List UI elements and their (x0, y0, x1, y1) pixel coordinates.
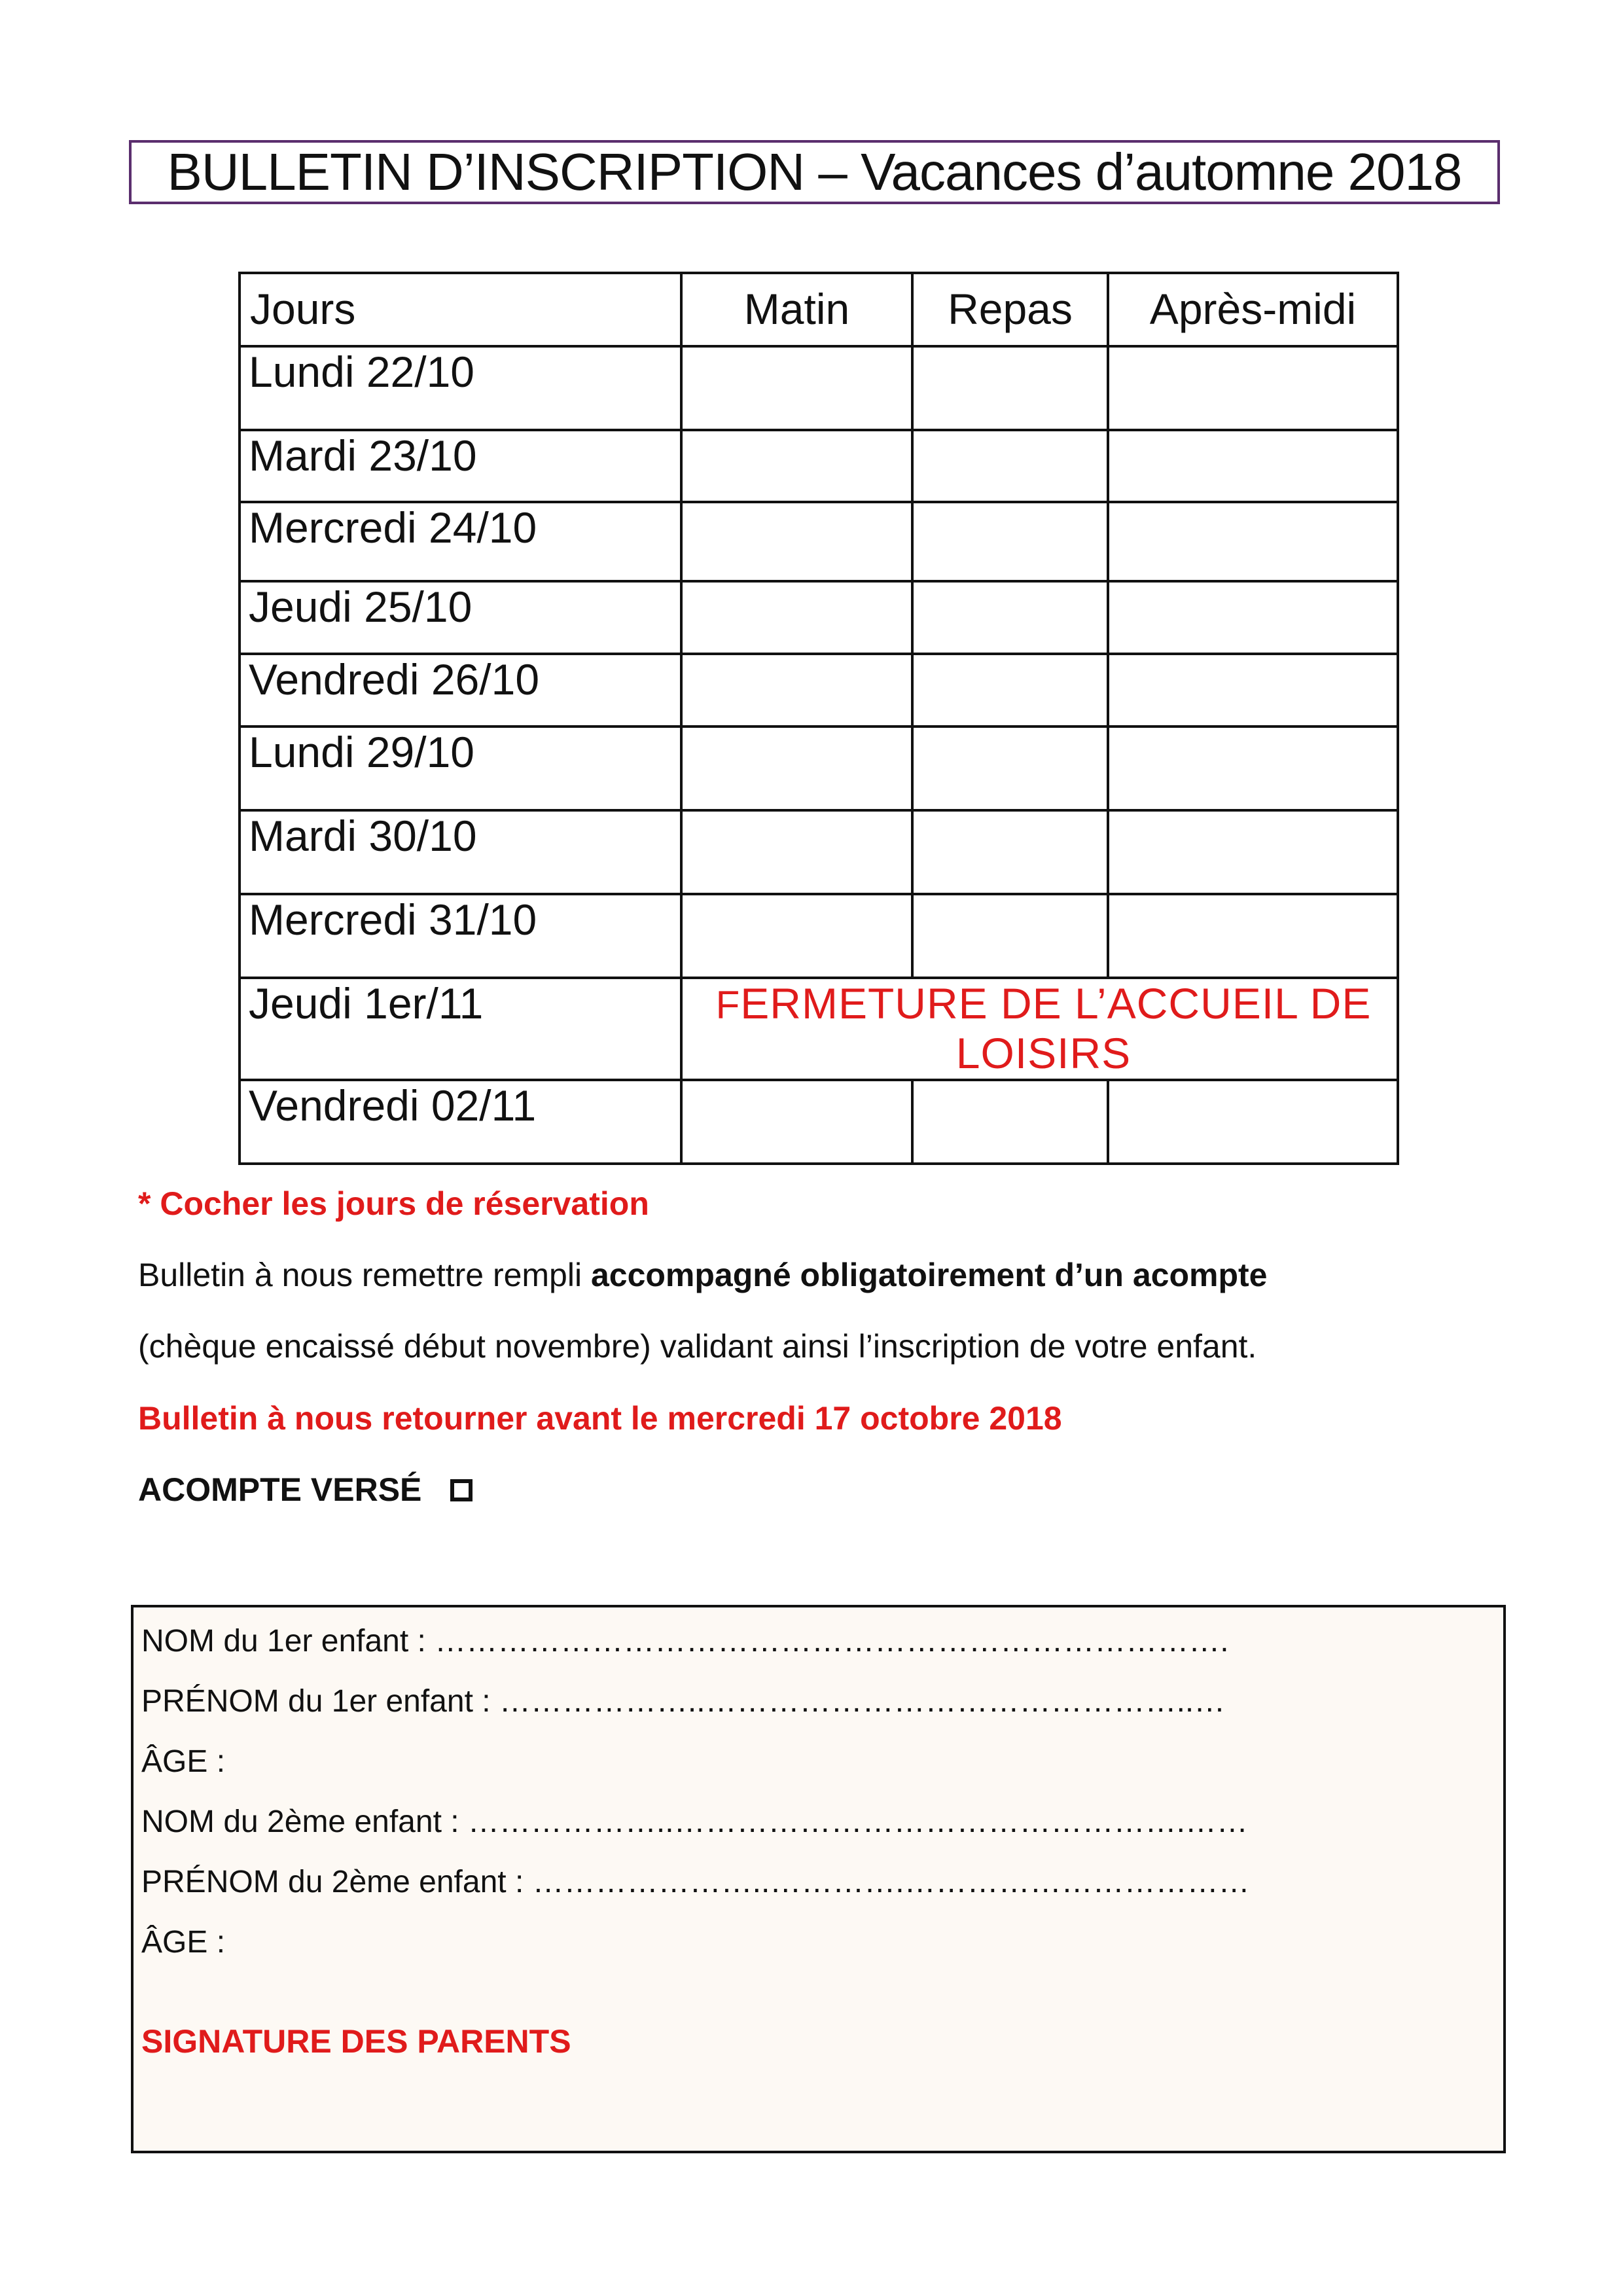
day-label: Mercredi 31/10 (240, 894, 681, 978)
slot-repas[interactable] (912, 581, 1108, 654)
day-label: Mardi 23/10 (240, 430, 681, 502)
slot-matin[interactable] (681, 502, 912, 581)
slot-repas[interactable] (912, 894, 1108, 978)
day-label: Vendredi 26/10 (240, 654, 681, 726)
slot-apres-midi[interactable] (1108, 502, 1398, 581)
day-label: Jeudi 1er/11 (240, 978, 681, 1080)
deposit-label: ACOMPTE VERSÉ (138, 1471, 422, 1508)
prenom-enfant-1-field[interactable]: PRÉNOM du 1er enfant : ………………..………………………………………..… (141, 1684, 1226, 1719)
header-repas: Repas (912, 273, 1108, 346)
slot-apres-midi[interactable] (1108, 346, 1398, 430)
slot-repas[interactable] (912, 654, 1108, 726)
day-label: Vendredi 02/11 (240, 1080, 681, 1164)
slot-repas[interactable] (912, 346, 1108, 430)
slot-repas[interactable] (912, 810, 1108, 894)
slot-matin[interactable] (681, 894, 912, 978)
slot-matin[interactable] (681, 654, 912, 726)
instruction-line-2: (chèque encaissé début novembre) validant ainsi l’inscription de votre enfant. (138, 1328, 1257, 1365)
closure-notice-text (716, 979, 1372, 1077)
check-instruction: * Cocher les jours de réservation (138, 1185, 649, 1222)
slot-repas[interactable] (912, 726, 1108, 810)
day-label: Lundi 29/10 (240, 726, 681, 810)
instruction-line-1 (138, 1256, 1267, 1294)
slot-apres-midi[interactable] (1108, 726, 1398, 810)
table-row (240, 810, 1398, 894)
header-apres-midi: Après-midi (1108, 273, 1398, 346)
schedule-table (238, 272, 1399, 1165)
deposit-checkbox[interactable] (450, 1479, 473, 1501)
form-title: BULLETIN D’INSCRIPTION – Vacances d’automne 2018 (129, 140, 1500, 204)
slot-matin[interactable] (681, 346, 912, 430)
table-header-row (240, 273, 1398, 346)
table-row-closed (240, 978, 1398, 1080)
slot-apres-midi[interactable] (1108, 581, 1398, 654)
table-row (240, 894, 1398, 978)
child-info-box (131, 1605, 1506, 2153)
table-row (240, 1080, 1398, 1164)
slot-repas[interactable] (912, 430, 1108, 502)
slot-apres-midi[interactable] (1108, 1080, 1398, 1164)
slot-matin[interactable] (681, 581, 912, 654)
day-label: Mercredi 24/10 (240, 502, 681, 581)
instruction-line-1-bold: accompagné obligatoirement d’un acompte (590, 1257, 1268, 1293)
table-row (240, 654, 1398, 726)
slot-repas[interactable] (912, 1080, 1108, 1164)
nom-enfant-1-field[interactable]: NOM du 1er enfant : …………………………………………………………………. (141, 1624, 1229, 1659)
day-label: Lundi 22/10 (240, 346, 681, 430)
slot-apres-midi[interactable] (1108, 894, 1398, 978)
nom-enfant-2-field[interactable]: NOM du 2ème enfant : ………………..………………………………………….…… (141, 1804, 1248, 1839)
header-jours: Jours (240, 273, 681, 346)
slot-repas[interactable] (912, 502, 1108, 581)
day-label: Jeudi 25/10 (240, 581, 681, 654)
slot-matin[interactable] (681, 810, 912, 894)
age-enfant-1-field[interactable]: ÂGE : (141, 1744, 226, 1779)
slot-matin[interactable] (681, 1080, 912, 1164)
slot-apres-midi[interactable] (1108, 654, 1398, 726)
table-row (240, 430, 1398, 502)
table-row (240, 726, 1398, 810)
header-matin: Matin (681, 273, 912, 346)
closure-notice-rest: ERMETURE DE L’ACCUEIL DE LOISIRS (740, 979, 1372, 1077)
slot-apres-midi[interactable] (1108, 430, 1398, 502)
slot-matin[interactable] (681, 430, 912, 502)
table-row (240, 346, 1398, 430)
closure-notice (681, 978, 1398, 1080)
table-row (240, 581, 1398, 654)
day-label: Mardi 30/10 (240, 810, 681, 894)
closure-notice-initial: F (715, 983, 741, 1027)
signature-label: SIGNATURE DES PARENTS (141, 2023, 571, 2060)
instruction-line-1-plain: Bulletin à nous remettre rempli (138, 1257, 591, 1293)
age-enfant-2-field[interactable]: ÂGE : (141, 1925, 226, 1960)
slot-matin[interactable] (681, 726, 912, 810)
table-row (240, 502, 1398, 581)
deadline-notice: Bulletin à nous retourner avant le mercredi 17 octobre 2018 (138, 1400, 1062, 1437)
prenom-enfant-2-field[interactable]: PRÉNOM du 2ème enfant : …………………..………….…………………………… (141, 1865, 1250, 1899)
slot-apres-midi[interactable] (1108, 810, 1398, 894)
